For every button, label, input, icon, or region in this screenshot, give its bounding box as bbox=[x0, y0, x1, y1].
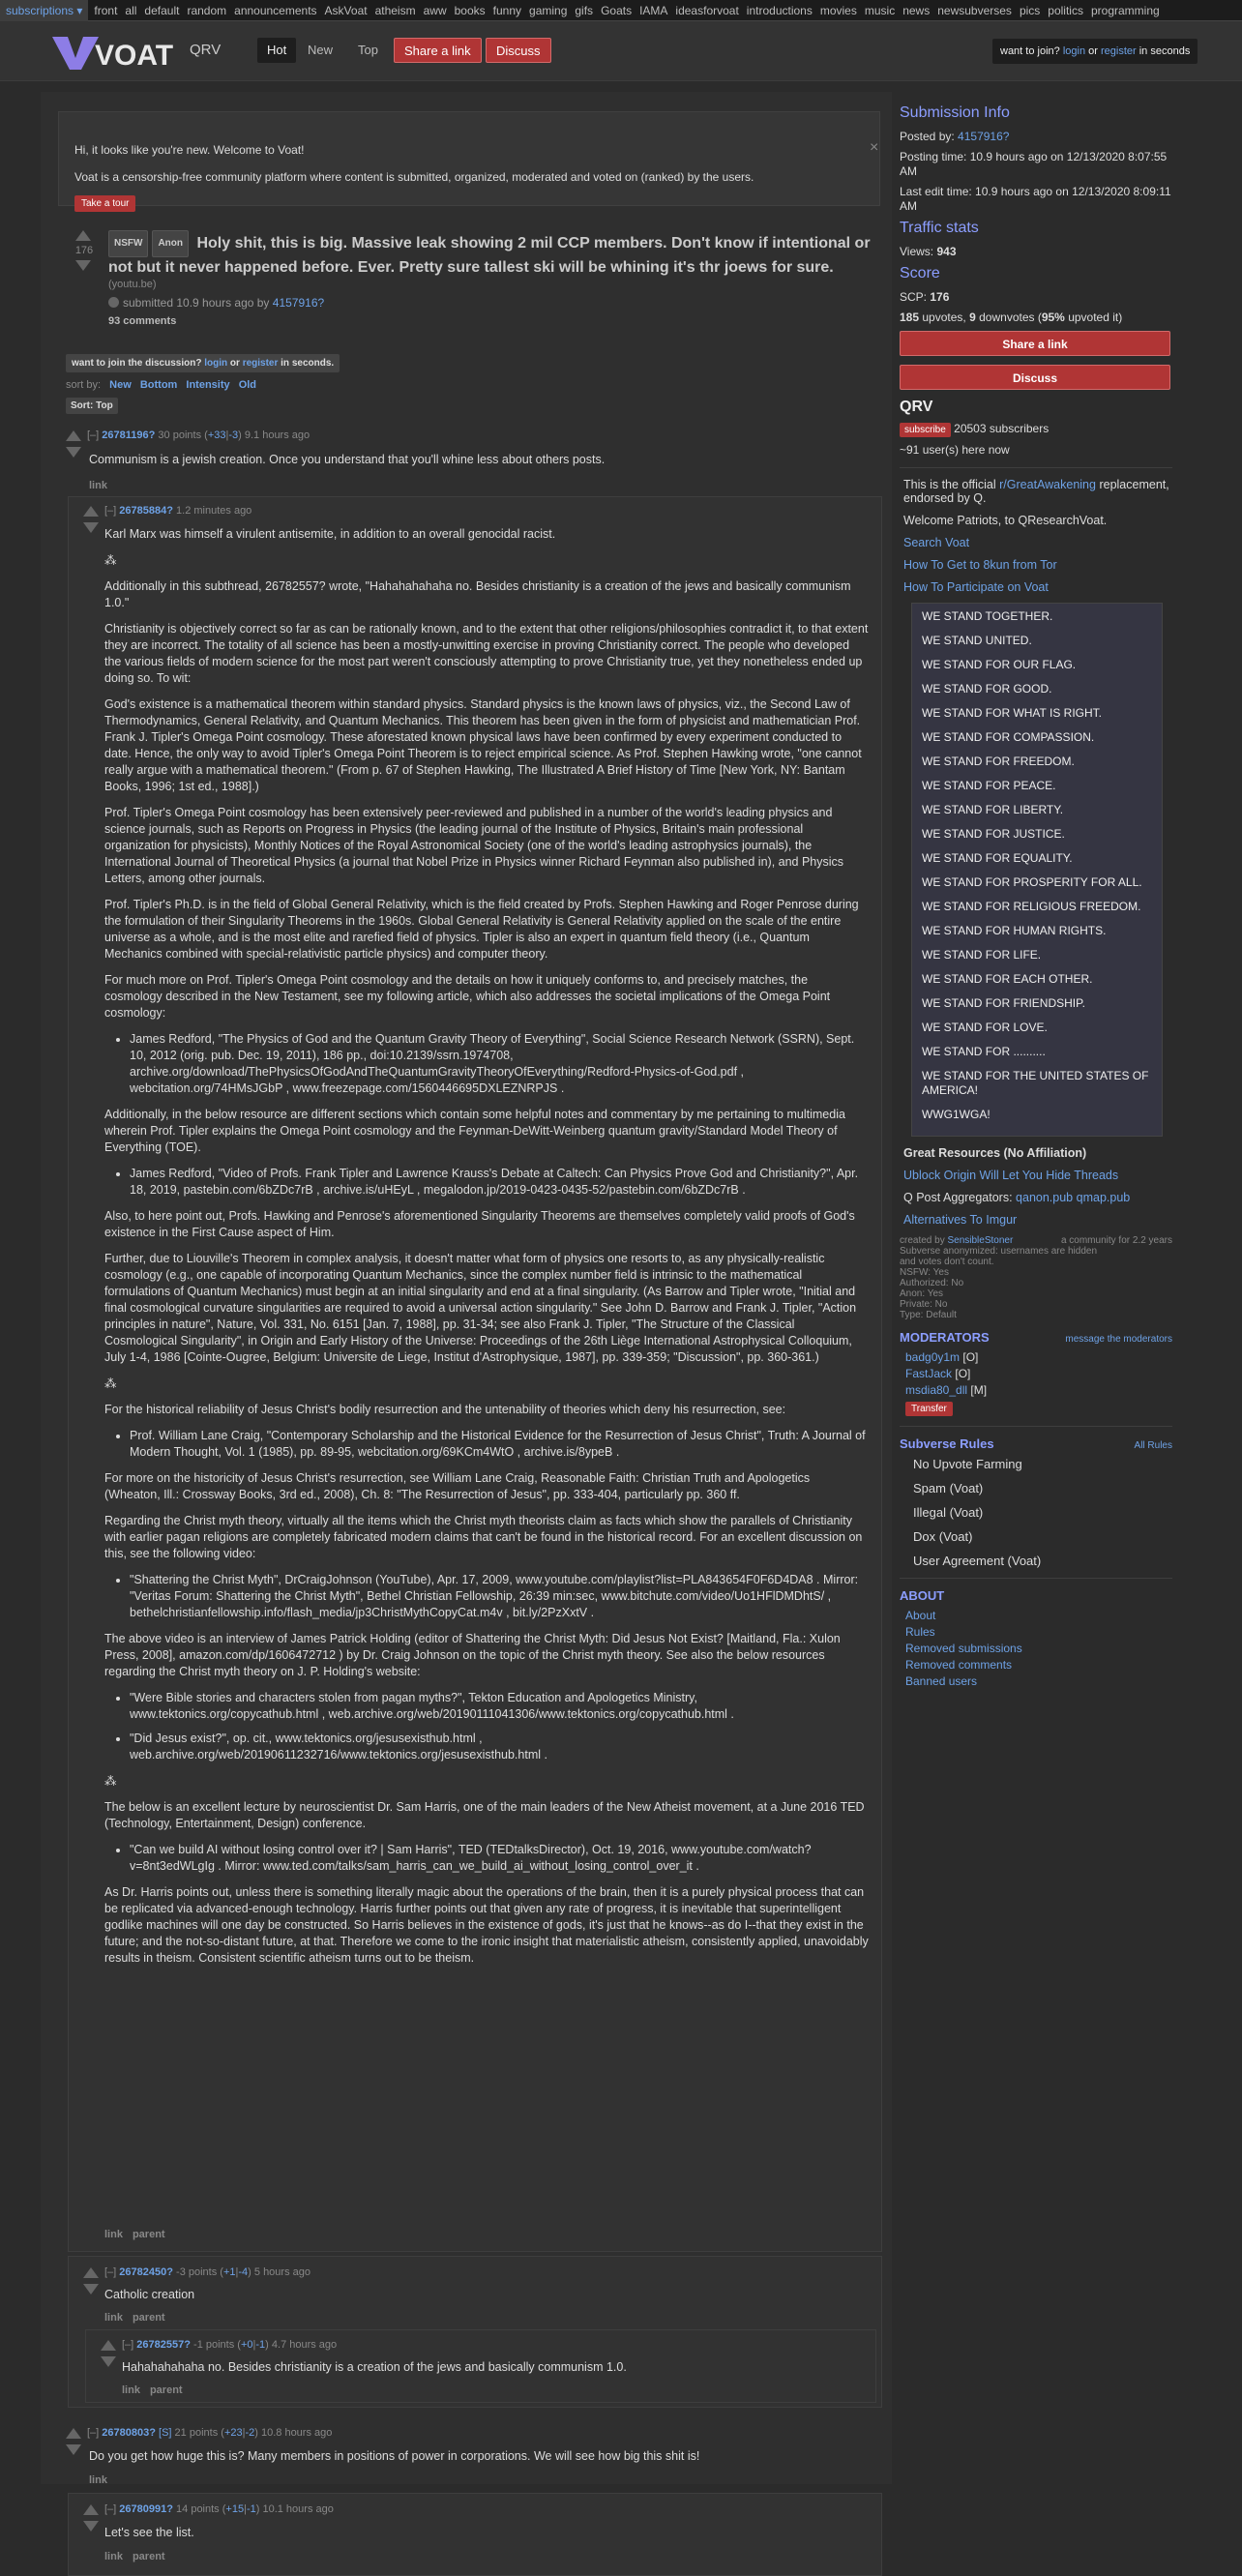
sort-options bbox=[66, 379, 256, 391]
subverse-link-1[interactable]: all bbox=[125, 4, 137, 17]
official-note bbox=[903, 478, 1172, 505]
sidebar-share-button[interactable]: Share a link bbox=[900, 331, 1170, 356]
comment-paragraph: The above video is an interview of James Patrick Holding (editor of Shattering the Christ Myth: Did Jesus Not Exist? [Maitland, Fla.: Xulon Press, 2008], amazon.com/dp/1606472712 ) by Dr. Craig Johnson on the topic of the Christ myth theory. See also the below resources regarding the Christ myth theory on J. P. Holding's website: bbox=[104, 1632, 841, 1678]
moderator-link[interactable]: badg0y1m bbox=[905, 1350, 961, 1364]
views bbox=[900, 245, 1172, 259]
comment-actions bbox=[89, 2474, 117, 2486]
rule-item[interactable]: Spam (Voat) bbox=[913, 1481, 984, 1495]
rule-item[interactable]: Illegal (Voat) bbox=[913, 1505, 984, 1520]
or-text: or bbox=[229, 358, 240, 369]
about-links bbox=[900, 1609, 1172, 1688]
subverse-flag: Authorized: No bbox=[900, 1278, 964, 1288]
rules-title: Subverse Rules bbox=[900, 1436, 994, 1451]
collapse-toggle[interactable]: [–] bbox=[104, 2266, 117, 2278]
we-stand-item: WE STAND FOR OUR FLAG. bbox=[922, 658, 1077, 671]
sort-old[interactable]: Old bbox=[238, 379, 257, 391]
comment-paragraph: Also, to here point out, Profs. Hawking and Penrose's aforementioned Singularity Theorems are themselves completely valid proofs of God's existence in the First Cause aspect of Him. bbox=[104, 1209, 855, 1239]
qanon-pub-link[interactable]: qanon.pub bbox=[1016, 1191, 1074, 1204]
downvote-arrow-icon[interactable] bbox=[75, 260, 91, 271]
downvote-count: -1 bbox=[255, 2339, 266, 2351]
moderator-tag: [M] bbox=[970, 1383, 988, 1397]
we-stand-item: WE STAND FOR RELIGIOUS FREEDOM. bbox=[922, 900, 1141, 913]
sidebar bbox=[900, 104, 1172, 1691]
we-stand-item: WE STAND TOGETHER. bbox=[922, 609, 1053, 623]
collapse-toggle[interactable]: [–] bbox=[104, 505, 117, 517]
comment-body: Do you get how huge this is? Many members in positions of power in corporations. We will see how big this shit is! bbox=[89, 2449, 700, 2463]
moderator-tag: [O] bbox=[962, 1350, 979, 1364]
reference-item: • "Were Bible stories and characters stolen from pagan myths?", Tekton Education and Apologetics Ministry, www.tektonics.org/copycathub.html , web.archive.org/web/20190111041306/www.tektonics.org/copycathub.html . bbox=[130, 1690, 869, 1723]
discussion-register-link[interactable]: register bbox=[242, 358, 279, 369]
subverse-name[interactable]: QRV bbox=[190, 42, 222, 58]
subverse-link-22[interactable]: programming bbox=[1090, 4, 1160, 17]
subverse-link-5[interactable]: AskVoat bbox=[324, 4, 368, 17]
comment-parent-link[interactable]: parent bbox=[132, 2229, 165, 2240]
subverse-link-6[interactable]: atheism bbox=[374, 4, 416, 17]
upvote-arrow-icon[interactable] bbox=[83, 506, 99, 517]
about-link[interactable]: Banned users bbox=[905, 1674, 978, 1688]
last-edit-time: Last edit time: 10.9 hours ago on 12/13/2020 8:09:11 AM bbox=[900, 185, 1171, 213]
comment-header bbox=[104, 505, 251, 517]
join-suffix-text: in seconds bbox=[1138, 45, 1191, 57]
subverse-link-0[interactable]: front bbox=[94, 4, 118, 17]
we-stand-item: WE STAND FOR EQUALITY. bbox=[922, 851, 1073, 865]
post-score: 176 bbox=[74, 245, 94, 256]
reference-item: • "Shattering the Christ Myth", DrCraigJohnson (YouTube), Apr. 17, 2009, www.youtube.com/playlist?list=PLA843654F0F6D4DA8 . Mirror: "Veritas Forum: Shattering the Christ Myth", Bethel Christian Fellowship, 26:39 min:sec, www.bitchute.com/video/Uo1HFlDMDhtS/ , bethelchristianfellowship.info/flash_media/jp3ChristMythCopyCat.m4v , bit.ly/2PzXxtV . bbox=[130, 1572, 869, 1621]
about-header bbox=[900, 1588, 1172, 1603]
great-awakening-link[interactable]: r/GreatAwakening bbox=[999, 478, 1096, 491]
comment-link[interactable]: link bbox=[89, 480, 107, 491]
comment-paragraph: Regarding the Christ myth theory, virtually all the items which the Christ myth theorists claim as facts which show the parallels of Christianity with earlier pagan religions are completely fabricated modern claims that can't be found in the historical record. For an excellent discussion on this, see the following video: bbox=[104, 1514, 863, 1560]
search-voat-link[interactable]: Search Voat bbox=[903, 536, 970, 549]
comment-age: 10.1 hours ago bbox=[262, 2503, 334, 2515]
resources-title: Great Resources (No Affiliation) bbox=[903, 1146, 1087, 1160]
submission bbox=[70, 230, 882, 337]
upvotes-label: upvotes, bbox=[922, 311, 966, 324]
comment-parent-link[interactable]: parent bbox=[132, 2312, 165, 2324]
subverse-link-14[interactable]: ideasforvoat bbox=[675, 4, 739, 17]
take-tour-button[interactable]: Take a tour bbox=[74, 195, 135, 212]
anon-note: Subverse anonymized: usernames are hidden and votes don't count. bbox=[900, 1246, 1098, 1267]
divider bbox=[900, 1426, 1172, 1427]
downvotes-count: 9 bbox=[969, 311, 976, 324]
upvote-percent-suffix: upvoted it) bbox=[1068, 311, 1123, 324]
we-stand-item: WE STAND FOR COMPASSION. bbox=[922, 730, 1095, 744]
subverse-flag: Anon: Yes bbox=[900, 1288, 944, 1299]
reference-list bbox=[130, 1166, 869, 1199]
reference-item: • Prof. William Lane Craig, "Contemporary Scholarship and the Historical Evidence for the Resurrection of Jesus Christ", Truth: A Journal of Modern Thought, Vol. 1 (1985), pp. 89-95, webcitation.org/69KCm4WtO , archive.is/8ypeB . bbox=[130, 1428, 869, 1461]
tab-top[interactable]: Top bbox=[358, 43, 378, 57]
anon-badge: Anon bbox=[152, 230, 189, 257]
downvote-arrow-icon[interactable] bbox=[101, 2356, 116, 2367]
or-text: or bbox=[1088, 45, 1098, 57]
sidebar-discuss-button[interactable]: Discuss bbox=[900, 365, 1170, 390]
moderator-list bbox=[900, 1350, 1172, 1397]
subverse-link-17[interactable]: music bbox=[864, 4, 896, 17]
sidebar-link-row bbox=[903, 1169, 1172, 1182]
downvote-arrow-icon[interactable] bbox=[83, 2284, 99, 2295]
comment-paragraph: Further, due to Liouville's Theorem in complex analysis, it doesn't matter what form of physics one resorts to, as any physically-realistic cosmology (e.g., one capable of incorporating Quantum Mechanics, since the complex number field is intrinsic to the mathematical formulations of Quantum Mechanics) must begin at an initial singularity and end at a final singularity. (As Barrow and Tipler wrote, "Initial and final cosmological curvature singularities are required to avoid a universal action singularity." See John D. Barrow and Frank J. Tipler, "Action principles in nature", Nature, Vol. 331, No. 6151 [Jan. 7, 1988], pp. 31-34; see also Frank J. Tipler, "The Structure of the Classical Cosmological Singularity", in Origin and Early History of the Universe: Proceedings of the 26th Liège International Astrophysical Colloquium, July 1-4, 1986 [Cointe-Ougree, Belgium: Universite de Liege, Institut d'Astrophysique, 1987], pp. 339-359; "Discussion", pp. 360-361.) bbox=[104, 1252, 857, 1364]
comment-body: Catholic creation bbox=[104, 2288, 195, 2301]
submitted-text: submitted 10.9 hours ago by bbox=[123, 296, 270, 310]
downvote-count: -2 bbox=[245, 2427, 255, 2439]
subverse-flags bbox=[900, 1267, 1172, 1320]
comment-link[interactable]: link bbox=[104, 2312, 123, 2324]
comment-body: Hahahahahaha no. Besides christianity is a creation of the jews and basically communism 1.0. bbox=[122, 2360, 627, 2374]
current-sort-button[interactable]: Sort: Top bbox=[66, 398, 118, 414]
sort-by-label: sort by: bbox=[66, 379, 102, 391]
all-rules-link[interactable]: All Rules bbox=[1134, 1440, 1172, 1451]
moderator-link[interactable]: msdia80_dll bbox=[905, 1383, 968, 1397]
comment-paragraph: For much more on Prof. Tipler's Omega Point cosmology and the details on how it uniquely conforms to, and precisely matches, the cosmology described in the New Testament, see my following article, which also addresses the societal implications of the Omega Point cosmology: bbox=[104, 973, 831, 1020]
asterism: ⁂ bbox=[104, 1774, 117, 1788]
comment-link[interactable]: link bbox=[104, 2551, 123, 2562]
subverse-link-15[interactable]: introductions bbox=[746, 4, 813, 17]
comment-paragraph: For more on the historicity of Jesus Christ's resurrection, see William Lane Craig, Reasonable Faith: Christian Truth and Apologetics (Wheaton, Ill.: Crossway Books, 3rd ed., 2008), Ch. 8: "The Resurrection of Jesus", pp. 333-404, particularly pp. 360 ff. bbox=[104, 1471, 811, 1501]
comment-author[interactable]: 26782450? bbox=[119, 2266, 173, 2278]
sidebar-link-row bbox=[903, 1213, 1172, 1227]
subverse-link-8[interactable]: books bbox=[454, 4, 486, 17]
comment-points: -1 points bbox=[193, 2339, 235, 2351]
moderators-header bbox=[900, 1330, 1172, 1345]
comment-author[interactable]: 26780803? bbox=[102, 2427, 156, 2439]
upvote-count: +15 bbox=[225, 2503, 245, 2515]
subverse-title: QRV bbox=[900, 399, 933, 415]
comment-parent-link[interactable]: parent bbox=[149, 2384, 183, 2396]
comment-actions bbox=[104, 2551, 175, 2562]
subverse-link-12[interactable]: Goats bbox=[601, 4, 633, 17]
upvote-count: +23 bbox=[223, 2427, 243, 2439]
join-discussion-text: want to join the discussion? bbox=[72, 358, 202, 369]
comment-age: 10.8 hours ago bbox=[260, 2427, 333, 2439]
score-title: Score bbox=[900, 265, 940, 281]
subverse-link-2[interactable]: default bbox=[144, 4, 180, 17]
comment-age: 9.1 hours ago bbox=[244, 429, 310, 441]
participate-link[interactable]: How To Participate on Voat bbox=[903, 580, 1049, 594]
official-prefix: This is the official bbox=[903, 478, 996, 491]
we-stand-item: WE STAND FOR LIBERTY. bbox=[922, 803, 1064, 816]
comment-paragraph: As Dr. Harris points out, unless there is something literally magic about the operations of the brain, then it is a purely physical process that can be replicated via advanced-enough technology. Harris further points out that given any rate of progress, it is inevitable that superintelligent godlike machines will one day be constructed. So Harris believes in the existence of gods, it's just that he knows--as do I--that they exist in the future; and the not-so-distant future, at that. Therefore we come to the ironic insight that materialistic atheism, consistently applied, unavoidably results in theism. Consistent scientific atheism turns out to be theism. bbox=[104, 1885, 869, 1965]
we-stand-item: WE STAND FOR PROSPERITY FOR ALL. bbox=[922, 875, 1142, 889]
register-link[interactable]: register bbox=[1100, 45, 1137, 57]
we-stand-item: WE STAND UNITED. bbox=[922, 634, 1032, 647]
reference-item: • "Did Jesus exist?", op. cit., www.tektonics.org/jesusexisthub.html , web.archive.org/web/20190611232716/www.tektonics.org/jesusexisthub.html . bbox=[130, 1731, 869, 1763]
moderator-item bbox=[905, 1367, 1172, 1380]
traffic-stats-title: Traffic stats bbox=[900, 220, 979, 236]
comment-paragraph: Karl Marx was himself a virulent antisemite, in addition to an overall genocidal racist. bbox=[104, 527, 556, 541]
comment-age: 1.2 minutes ago bbox=[176, 505, 252, 517]
subverse-link-3[interactable]: random bbox=[187, 4, 227, 17]
comment-header: [–] 26781196? 30 points (+33|-3) 9.1 hours ago bbox=[87, 429, 310, 441]
scp-value: 176 bbox=[930, 290, 950, 304]
downvote-arrow-icon[interactable] bbox=[66, 447, 81, 458]
subverse-link-18[interactable]: news bbox=[902, 4, 931, 17]
downvote-count: -3 bbox=[228, 429, 239, 441]
join-discussion-suffix: in seconds. bbox=[281, 358, 335, 369]
reference-list bbox=[130, 1031, 869, 1097]
comment-body bbox=[104, 526, 869, 1976]
reference-list bbox=[130, 1842, 869, 1875]
rules-list bbox=[900, 1457, 1172, 1568]
reference-list bbox=[130, 1572, 869, 1621]
welcome-patriots: Welcome Patriots, to QResearchVoat. bbox=[903, 514, 1108, 527]
welcome-banner bbox=[58, 111, 880, 209]
we-stand-item: WWG1WGA! bbox=[922, 1108, 991, 1121]
comment-author[interactable]: 26780991? bbox=[119, 2503, 173, 2515]
discuss-button[interactable]: Discuss bbox=[486, 38, 551, 63]
comment-body: Communism is a jewish creation. Once you understand that you'll whine less about others posts. bbox=[89, 453, 606, 466]
join-prompt bbox=[992, 39, 1198, 64]
subverse-link-16[interactable]: movies bbox=[819, 4, 857, 17]
comment-paragraph: The below is an excellent lecture by neuroscientist Dr. Sam Harris, one of the main leaders of the New Atheist movement, at a June 2016 TED (Technology, Entertainment, Design) conference. bbox=[104, 1800, 865, 1830]
comment-paragraph: Prof. Tipler's Ph.D. is in the field of Global General Relativity, which is the field created by Profs. Stephen Hawking and Roger Penrose during the formulation of their Singularity Theorems in the 1960s. Global General Relativity is General Relativity applied on the scale of the entire universe as a whole, and is the most elite and rarefied field of physics. Tipler is also an expert in quantum field theory (i.e., Quantum Mechanics combined with special-relativistic particle physics) and computer theory. bbox=[104, 898, 859, 961]
official-suffix: replacement, endorsed by Q. bbox=[903, 478, 1169, 505]
sort-bottom[interactable]: Bottom bbox=[139, 379, 178, 391]
imgur-alternatives-link[interactable]: Alternatives To Imgur bbox=[903, 1213, 1018, 1227]
downvote-arrow-icon[interactable] bbox=[66, 2444, 81, 2455]
asterism: ⁂ bbox=[104, 553, 117, 567]
upvote-count: +0 bbox=[240, 2339, 253, 2351]
upvote-count: +1 bbox=[222, 2266, 236, 2278]
moderator-link[interactable]: FastJack bbox=[905, 1367, 953, 1380]
comment-actions bbox=[104, 2312, 175, 2324]
comment-points: 30 points bbox=[158, 429, 202, 441]
subverse-flag: Private: No bbox=[900, 1299, 948, 1310]
we-stand-item: WE STAND FOR PEACE. bbox=[922, 779, 1056, 792]
comment-link[interactable]: link bbox=[89, 2474, 107, 2486]
subverse-link-11[interactable]: gifs bbox=[575, 4, 594, 17]
collapse-toggle[interactable]: [–] bbox=[104, 2503, 117, 2515]
posting-time: Posting time: 10.9 hours ago on 12/13/2020 8:07:55 AM bbox=[900, 150, 1168, 178]
comment-author[interactable]: 26782557? bbox=[136, 2339, 191, 2351]
moderator-item bbox=[905, 1383, 1172, 1397]
subverse-link-19[interactable]: newsubverses bbox=[937, 4, 1012, 17]
comment-paragraph: Christianity is objectively correct so far as can be rationally known, and to the extent that other religions/philosophies contradict it, to that extent they are incorrect. The totality of all science has been a mostly-unwitting exercise in proving Christianity correct. The people who developed the various fields of modern science for the most part weren't consciously attempting to prove Christianity true, yet they nonetheless ended up doing so. To wit: bbox=[104, 622, 869, 685]
collapse-toggle[interactable]: [–] bbox=[122, 2339, 134, 2351]
discussion-login-link[interactable]: login bbox=[204, 358, 228, 369]
upvote-arrow-icon[interactable] bbox=[83, 2504, 99, 2515]
vote-summary bbox=[900, 311, 1172, 325]
subverse-link-10[interactable]: gaming bbox=[529, 4, 568, 17]
reference-item: • James Redford, "Video of Profs. Frank Tipler and Lawrence Krauss's Debate at Caltech: Can Physics Prove God and Christianity?", Apr. 18, 2019, pastebin.com/6bZDc7rB , archive.is/uHEyL , megalodon.jp/2019-0423-0435-52/pastebin.com/6bZDc7rB . bbox=[130, 1166, 869, 1199]
asterism: ⁂ bbox=[104, 1377, 117, 1390]
welcome-line-2: Voat is a censorship-free community platform where content is submitted, organized, moderated and voted on (ranked) by the users. bbox=[74, 170, 754, 184]
upvote-arrow-icon[interactable] bbox=[75, 230, 91, 241]
comment-paragraph: Additionally in this subthread, 26782557? wrote, "Hahahahahaha no. Besides christianity is a creation of the jews and basically communism 1.0." bbox=[104, 579, 851, 609]
community-age: a community for 2.2 years bbox=[1060, 1235, 1172, 1246]
created-by-row bbox=[900, 1235, 1172, 1246]
reference-list bbox=[130, 1428, 869, 1461]
ublock-link[interactable]: Ublock Origin Will Let You Hide Threads bbox=[903, 1169, 1119, 1182]
comment-header: [–] 26782557? -1 points (+0|-1) 4.7 hours ago bbox=[122, 2339, 338, 2351]
posted-by-label: Posted by: bbox=[900, 130, 955, 143]
users-here-now: ~91 user(s) here now bbox=[900, 443, 1010, 457]
downvotes-label: downvotes ( bbox=[979, 311, 1042, 324]
tab-new[interactable]: New bbox=[308, 43, 334, 57]
subverse-links bbox=[94, 4, 1167, 17]
post-title-text[interactable]: Holy shit, this is big. Massive leak showing 2 mil CCP members. Don't know if intentional or not but it never happened before. Ever. Pretty sure tallest ski will be whining it's thr joews for sure. bbox=[108, 235, 871, 276]
subverse-flag: NSFW: Yes bbox=[900, 1267, 949, 1278]
rules-header bbox=[900, 1436, 1172, 1451]
join-discussion-prompt bbox=[66, 354, 340, 372]
comment-header: [–] 26780803? [S] 21 points (+23|-2) 10.8 hours ago bbox=[87, 2427, 333, 2439]
posted-by bbox=[900, 130, 1172, 144]
voat-logo-icon[interactable] bbox=[52, 33, 174, 72]
divider bbox=[900, 1578, 1172, 1579]
subverse-link-13[interactable]: IAMA bbox=[639, 4, 668, 17]
comment-paragraph: Prof. Tipler's Omega Point cosmology has been extensively peer-reviewed and published in a number of the world's leading physics and science journals, such as Reports on Progress in Physics (the leading journal of the Institute of Physics, Britain's main professional organization for physicists), Monthly Notices of the Royal Astronomical Society (one of the world's leading astrophysics journals), the International Journal of Theoretical Physics (a journal that Nobel Prize in Physics winner Richard Feynman also published in), and Physics Letters, among other journals. bbox=[104, 806, 844, 885]
downvote-arrow-icon[interactable] bbox=[83, 522, 99, 533]
comment-age: 4.7 hours ago bbox=[271, 2339, 338, 2351]
login-link[interactable]: login bbox=[1062, 45, 1086, 57]
we-stand-item: WE STAND FOR .......... bbox=[922, 1045, 1046, 1058]
rule-item[interactable]: User Agreement (Voat) bbox=[913, 1554, 1042, 1568]
comment-actions bbox=[89, 480, 117, 491]
we-stand-list bbox=[911, 603, 1163, 1137]
we-stand-item: WE STAND FOR GOOD. bbox=[922, 682, 1052, 696]
tab-hot[interactable]: Hot bbox=[257, 38, 296, 63]
subscriber-count: 20503 subscribers bbox=[954, 422, 1050, 435]
creator-link[interactable]: SensibleStoner bbox=[947, 1235, 1014, 1246]
upvotes-count: 185 bbox=[900, 311, 920, 324]
collapse-toggle[interactable]: [–] bbox=[87, 429, 100, 441]
we-stand-item: WE STAND FOR WHAT IS RIGHT. bbox=[922, 706, 1102, 720]
reference-item: • "Can we build AI without losing control over it? | Sam Harris", TED (TEDtalksDirector), Oct. 19, 2016, www.youtube.com/watch?v=8nt3edWLgIg . Mirror: www.ted.com/talks/sam_harris_can_we_build_ai_without_losing_control_over_it . bbox=[130, 1842, 869, 1875]
welcome-line-1: Hi, it looks like you're new. Welcome to Voat! bbox=[74, 143, 305, 157]
comment-header: [–] 26780991? 14 points (+15|-1) 10.1 hours ago bbox=[104, 2503, 334, 2515]
upvote-arrow-icon[interactable] bbox=[101, 2340, 116, 2351]
scp-label: SCP: bbox=[900, 290, 928, 304]
comment-link[interactable]: link bbox=[104, 2229, 123, 2240]
comment-author[interactable]: 26785884? bbox=[119, 505, 173, 517]
about-link[interactable]: About bbox=[905, 1609, 936, 1622]
upvote-percent: 95% bbox=[1041, 311, 1065, 324]
comment-points: 14 points bbox=[176, 2503, 220, 2515]
aggregators-label: Q Post Aggregators: bbox=[903, 1191, 1013, 1204]
sort-new[interactable]: New bbox=[109, 379, 132, 391]
sidebar-link-row bbox=[903, 580, 1172, 594]
main-content bbox=[41, 92, 892, 2562]
sidebar-link-row bbox=[903, 558, 1172, 572]
comment-paragraph: God's existence is a mathematical theorem within standard physics. Standard physics is the known laws of physics, viz., the Second Law of Thermodynamics, General Relativity, and Quantum Mechanics. This theorem has been given in the form of physicist and mathematician Prof. Frank J. Tipler's Omega Point cosmology. These aforestated known physical laws have been confirmed by every experiment conducted to date. Hence, the only way to avoid Tipler's Omega Point Theorem is to reject empirical science. As Prof. Stephen Hawking wrote, "one cannot really argue with a mathematical theorem." (From p. 67 of Stephen Hawking, The Illustrated A Brief History of Time [New York, NY: Bantam Books, 1996; 1st ed., 1988].) bbox=[104, 697, 862, 793]
views-label: Views: bbox=[900, 245, 934, 258]
comment-paragraph: Additionally, in the below resource are different sections which contain some helpful notes and commentary by me pertaining to multimedia wherein Prof. Tipler explains the Omega Point cosmology and the Feynman-DeWitt-Weinberg quantum gravity/Standard Model Theory of Everything (TOE). bbox=[104, 1108, 845, 1154]
scp bbox=[900, 290, 1172, 305]
downvote-count: -4 bbox=[238, 2266, 249, 2278]
subscribe-row bbox=[900, 422, 1172, 437]
downvote-count: -1 bbox=[246, 2503, 256, 2515]
created-by-label: created by bbox=[900, 1235, 945, 1246]
comment-age: 5 hours ago bbox=[253, 2266, 310, 2278]
subverse-link-20[interactable]: pics bbox=[1019, 4, 1041, 17]
views-count: 943 bbox=[936, 245, 957, 258]
about-link[interactable]: Rules bbox=[905, 1625, 935, 1639]
moderators-title: MODERATORS bbox=[900, 1330, 990, 1345]
comment-points: 21 points bbox=[174, 2427, 219, 2439]
subverse-link-9[interactable]: funny bbox=[492, 4, 522, 17]
rule-item[interactable]: Dox (Voat) bbox=[913, 1529, 973, 1544]
post-author-link[interactable]: 4157916? bbox=[272, 296, 325, 310]
site-header bbox=[0, 21, 1242, 81]
subverse-link-7[interactable]: aww bbox=[423, 4, 447, 17]
we-stand-item: WE STAND FOR EACH OTHER. bbox=[922, 972, 1093, 986]
reference-item: • James Redford, "The Physics of God and the Quantum Gravity Theory of Everything", Social Science Research Network (SSRN), Sept. 10, 2012 (orig. pub. Dec. 19, 2011), 186 pp., doi:10.2139/ssrn.1974708, archive.org/download/ThePhysicsOfGodAndTheQuantumGravityTheoryOfEverything/Redford-Physics-of-God.pdf , webcitation.org/74HMsJGbP , www.freezepage.com/1560446695DXLEZNRPJS . bbox=[130, 1031, 869, 1097]
we-stand-item: WE STAND FOR LIFE. bbox=[922, 948, 1042, 962]
submitter-tag: [S] bbox=[159, 2427, 172, 2439]
qmap-pub-link[interactable]: qmap.pub bbox=[1076, 1191, 1131, 1204]
subscriptions-dropdown[interactable]: subscriptions ▾ bbox=[0, 0, 88, 21]
sidebar-link-row bbox=[903, 536, 1172, 549]
moderator-tag: [O] bbox=[955, 1367, 971, 1380]
post-meta bbox=[108, 296, 324, 310]
upvote-count: +33 bbox=[207, 429, 226, 441]
we-stand-item: WE STAND FOR THE UNITED STATES OF AMERICA! bbox=[922, 1069, 1149, 1097]
comment-author[interactable]: 26781196? bbox=[102, 429, 156, 441]
avatar-icon bbox=[108, 297, 119, 308]
downvote-arrow-icon[interactable] bbox=[83, 2521, 99, 2532]
collapse-toggle[interactable]: [–] bbox=[87, 2427, 100, 2439]
close-icon[interactable]: × bbox=[870, 139, 879, 156]
transfer-button[interactable]: Transfer bbox=[905, 1402, 953, 1416]
we-stand-item: WE STAND FOR FRIENDSHIP. bbox=[922, 996, 1085, 1010]
about-link[interactable]: Removed submissions bbox=[905, 1642, 1022, 1655]
about-link[interactable]: Removed comments bbox=[905, 1658, 1013, 1672]
created-by-text bbox=[900, 1235, 1013, 1246]
comment-body: Let's see the list. bbox=[104, 2526, 194, 2539]
we-stand-item: WE STAND FOR JUSTICE. bbox=[922, 827, 1065, 841]
share-link-button[interactable]: Share a link bbox=[394, 38, 482, 63]
subscribe-button[interactable]: subscribe bbox=[900, 423, 951, 437]
comment-points: -3 points bbox=[176, 2266, 218, 2278]
upvote-arrow-icon[interactable] bbox=[83, 2267, 99, 2278]
logo-text: VOAT bbox=[95, 40, 174, 72]
join-text: want to join? bbox=[1000, 45, 1060, 57]
comment-actions bbox=[122, 2384, 192, 2396]
sort-intensity[interactable]: Intensity bbox=[186, 379, 230, 391]
we-stand-item: WE STAND FOR LOVE. bbox=[922, 1021, 1048, 1034]
comment-actions bbox=[104, 2229, 175, 2240]
subverse-link-4[interactable]: announcements bbox=[234, 4, 317, 17]
post-domain[interactable]: (youtu.be) bbox=[108, 279, 157, 290]
we-stand-item: WE STAND FOR FREEDOM. bbox=[922, 755, 1075, 768]
comment-paragraph: For the historical reliability of Jesus Christ's bodily resurrection and the untenability of theories which deny his resurrection, see: bbox=[104, 1403, 786, 1416]
upvote-arrow-icon[interactable] bbox=[66, 430, 81, 441]
we-stand-item: WE STAND FOR HUMAN RIGHTS. bbox=[922, 924, 1107, 937]
message-moderators-link[interactable]: message the moderators bbox=[1065, 1334, 1172, 1345]
nsfw-badge: NSFW bbox=[108, 230, 148, 257]
comments-count-link[interactable]: 93 comments bbox=[108, 315, 177, 327]
8kun-tor-link[interactable]: How To Get to 8kun from Tor bbox=[903, 558, 1057, 572]
top-subverse-bar bbox=[0, 0, 1242, 21]
posted-by-link[interactable]: 4157916? bbox=[958, 130, 1010, 143]
reference-list bbox=[130, 1690, 869, 1763]
comment-parent-link[interactable]: parent bbox=[132, 2551, 165, 2562]
comment-header: [–] 26782450? -3 points (+1|-4) 5 hours ago bbox=[104, 2266, 310, 2278]
moderator-item bbox=[905, 1350, 1172, 1364]
aggregators-row bbox=[903, 1191, 1172, 1204]
about-title: ABOUT bbox=[900, 1588, 945, 1603]
post-title[interactable] bbox=[108, 230, 872, 279]
subverse-flag: Type: Default bbox=[900, 1310, 957, 1320]
submission-info-title: Submission Info bbox=[900, 104, 1010, 121]
rule-item[interactable]: No Upvote Farming bbox=[913, 1457, 1022, 1471]
upvote-arrow-icon[interactable] bbox=[66, 2428, 81, 2439]
subverse-link-21[interactable]: politics bbox=[1048, 4, 1083, 17]
comment-link[interactable]: link bbox=[122, 2384, 140, 2396]
divider bbox=[900, 467, 1172, 468]
